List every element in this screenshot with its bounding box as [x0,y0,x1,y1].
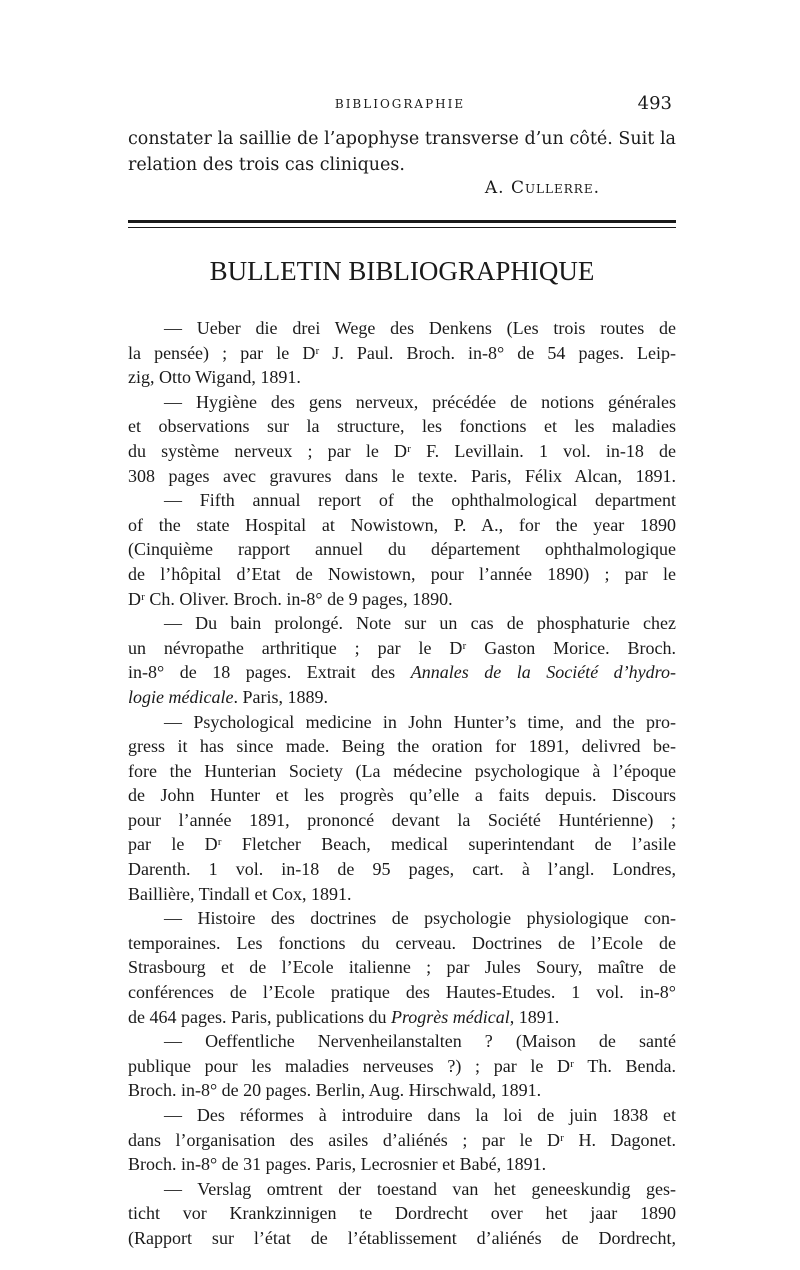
text-line: — Fifth annual report of the ophthalmological department [164,490,676,511]
journal-title: Progrès médical [390,1006,510,1027]
text-line: de John Hunter et les progrès qu’elle a faits depuis. Discours [128,785,676,806]
text-fragment: in-8° de 18 pages. Extrait des [128,662,411,683]
text-line: — Ueber die drei Wege des Denkens (Les trois routes de [164,318,676,338]
bibliography-list [128,316,676,1251]
text-line: (Cinquième rapport annuel du département ophthalmologique [128,539,676,560]
bibliography-entry [128,906,676,1029]
text-fragment: , 1891. [509,1006,560,1027]
text-line [128,685,676,710]
text-fragment: . Paris, 1889. [233,686,328,707]
bibliography-entry [128,316,676,390]
bibliography-entry [128,1029,676,1103]
text-line: un névropathe arthritique ; par le Dʳ Gaston Morice. Broch. [128,637,676,658]
text-line: — Histoire des doctrines de psychologie physiologique con- [164,908,676,929]
text-line: — Verslag omtrent der toestand van het geneeskundig ges- [164,1178,676,1199]
text-line: la pensée) ; par le Dʳ J. Paul. Broch. in-8° de 54 pages. Leip- [128,342,676,363]
text-line: Broch. in-8° de 31 pages. Paris, Lecrosnier et Babé, 1891. [128,1154,547,1175]
text-line: pour l’année 1891, prononcé devant la Société Huntérienne) ; [128,809,676,830]
signature-initial: A. [484,178,505,198]
page-number: 493 [637,93,672,114]
bibliography-entry [128,1103,676,1177]
text-line: (Rapport sur l’état de l’établissement d’aliénés de Dordrecht, [128,1227,676,1248]
text-line: temporaines. Les fonctions du cerveau. Doctrines de l’Ecole de [128,932,676,953]
bibliography-entry [128,488,676,611]
text-line: gress it has since made. Being the oration for 1891, delivred be- [128,736,676,757]
text-line: fore the Hunterian Society (La médecine psychologique à l’époque [128,760,676,781]
text-line: — Oeffentliche Nervenheilanstalten ? (Maison de santé [164,1031,676,1052]
text-line: — Psychological medicine in John Hunter’s time, and the pro- [164,711,676,732]
text-line: par le Dʳ Fletcher Beach, medical superintendant de l’asile [128,834,676,855]
text-line: constater la saillie de l’apophyse transverse d’un côté. Suit la [128,129,676,149]
section-title: BULLETIN BIBLIOGRAPHIQUE [209,256,595,286]
text-line: — Hygiène des gens nerveux, précédée de notions générales [164,391,676,412]
text-line: Darenth. 1 vol. in-18 de 95 pages, cart. à l’angl. Londres, [128,859,676,880]
text-line: 308 pages avec gravures dans le texte. Paris, Félix Alcan, 1891. [128,465,676,486]
running-title: BIBLIOGRAPHIE [334,97,466,111]
text-line: Strasbourg et de l’Ecole italienne ; par Jules Soury, maître de [128,957,676,978]
text-line: Baillière, Tindall et Cox, 1891. [128,883,352,904]
text-line: et observations sur la structure, les fonctions et les maladies [128,416,676,437]
text-line: — Des réformes à introduire dans la loi de juin 1838 et [164,1105,676,1125]
bibliography-entry [128,611,676,709]
text-line [128,660,676,685]
journal-title: Annales de la Société d’hydro- [410,662,676,683]
text-line: conférences de l’Ecole pratique des Hautes-Etudes. 1 vol. in-8° [128,982,676,1003]
section-divider-thin [128,227,676,228]
text-line: de l’hôpital d’Etat de Nowistown, pour l’année 1890) ; par le [128,563,676,584]
text-line: publique pour les maladies nerveuses ?) ; par le Dʳ Th. Benda. [128,1055,676,1076]
text-line: zig, Otto Wigand, 1891. [128,367,301,388]
text-line: — Du bain prolongé. Note sur un cas de phosphaturie chez [164,613,676,634]
text-line: ticht vor Krankzinnigen te Dordrecht over het jaar 1890 [128,1203,676,1224]
text-line: of the state Hospital at Nowistown, P. A., for the year 1890 [128,514,676,535]
text-line [128,1005,676,1030]
text-line: Broch. in-8° de 20 pages. Berlin, Aug. Hirschwald, 1891. [128,1080,542,1101]
text-line: relation des trois cas cliniques. [128,155,405,175]
text-line: Dʳ Ch. Oliver. Broch. in-8° de 9 pages, 1890. [128,588,453,609]
text-line: dans l’organisation des asiles d’aliénés ; par le Dʳ H. Dagonet. [128,1129,676,1150]
bibliography-entry [128,1177,676,1251]
bibliography-entry [128,710,676,907]
bibliography-entry [128,390,676,488]
journal-title: logie médicale [128,686,234,707]
previous-article-ending [128,126,676,178]
running-head [126,93,674,117]
text-line: du système nerveux ; par le Dʳ F. Levillain. 1 vol. in-18 de [128,440,676,461]
text-fragment: de 464 pages. Paris, publications du [128,1006,391,1027]
signature-name: Cullerre. [510,178,600,198]
section-divider-thick [128,220,676,223]
article-signature [128,178,600,198]
